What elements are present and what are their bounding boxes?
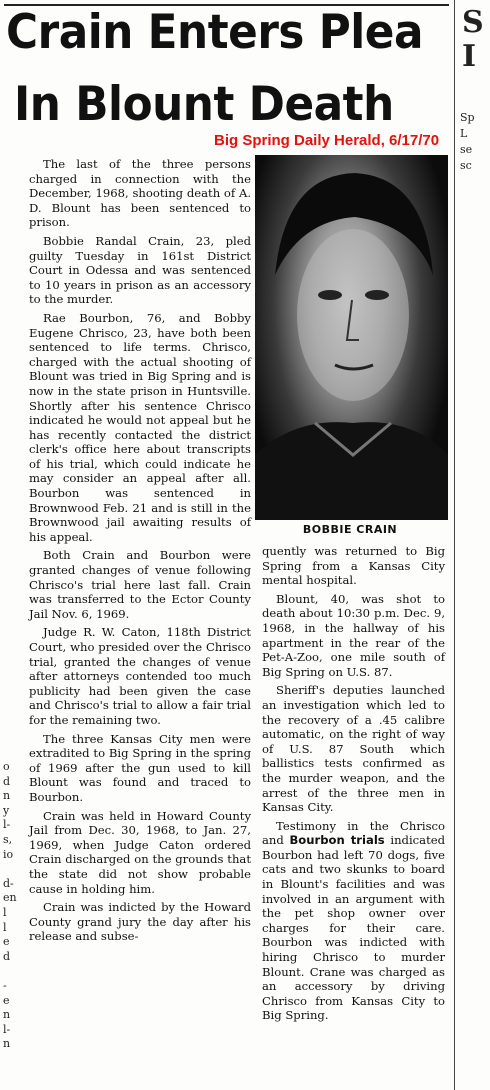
paragraph: Crain was held in Howard County Jail from Dec. 30, 1968, to Jan. 27, 1969, when Judge Caton ordered Crain discharged on the grounds that the state did not show probable cause in holding him. (29, 808, 251, 896)
portrait-photo-drawing (255, 155, 448, 520)
paragraph-lead: Testimony in the Chrisco and (262, 818, 445, 848)
article-column-2 (262, 544, 445, 1027)
fragment-text: Sp L se sc (460, 111, 475, 172)
paragraph (262, 819, 445, 1023)
portrait-photo (255, 155, 448, 520)
column-divider (454, 0, 455, 1090)
paragraph: Crain was indicted by the Howard County grand jury the day after his release and subse- (29, 900, 251, 944)
paragraph: Rae Bourbon, 76, and Bobby Eugene Chrisco, 23, have both been sentenced to life terms. Chrisco, charged with the actual shooting of Blount was tried in Big Spring and is now in the state prison in Huntsville. Shortly after his sentence Chrisco indicated he would not appeal but he has recently contacted the district clerk's office here about transcripts of his trial, which could indicate he may consider an appeal after all. Bourbon was sentenced in Brownwood Feb. 21 and is still in the Brownwood jail awaiting results of his appeal. (29, 310, 251, 544)
source-credit: Big Spring Daily Herald, 6/17/70 (214, 132, 440, 149)
adjacent-article-fragment-top (462, 6, 490, 74)
paragraph: Judge R. W. Caton, 118th District Court, who presided over the Chrisco trial, granted the changes of venue after attorneys contended too much publicity had been given the case and Chrisco's trial to allow a fair trial for the remaining two. (29, 625, 251, 727)
fragment-text: S I (462, 6, 484, 74)
article-column-1 (29, 157, 251, 948)
paragraph: Sheriff's deputies launched an investigation which led to the recovery of a .45 calibre automatic, on the right of way of U.S. 87 South which ballistics tests confirmed as the murder weapon, and the arrest of the three men in Kansas City. (262, 683, 445, 815)
paragraph: Bobbie Randal Crain, 23, pled guilty Tuesday in 161st District Court in Odessa and was sentenced to 10 years in prison as an accessory to the murder. (29, 233, 251, 307)
paragraph: Both Crain and Bourbon were granted changes of venue following Chrisco's trial here last fall. Crain was transferred to the Ector County Jail Nov. 6, 1969. (29, 548, 251, 621)
paragraph: Blount, 40, was shot to death about 10:30 p.m. Dec. 9, 1968, in the hallway of his apartment in the rear of the Pet-A-Zoo, one mile south of Big Spring on U.S. 87. (262, 591, 445, 679)
paragraph: The last of the three persons charged in connection with the December, 1968, shooting death of A. D. Blount has been sentenced to prison. (29, 157, 251, 230)
headline-line-2: In Blount Death (14, 77, 394, 132)
paragraph: The three Kansas City men were extradited to Big Spring in the spring of 1969 after the gun used to kill Blount was found and traced to Bourbon. (29, 731, 251, 804)
adjacent-article-fragment-small (460, 110, 490, 174)
paragraph: quently was returned to Big Spring from a Kansas City mental hospital. (262, 544, 445, 588)
photo-caption: BOBBIE CRAIN (302, 523, 398, 536)
paragraph-bold-run: Bourbon trials (289, 833, 385, 848)
adjacent-article-fragment-left (3, 760, 23, 1052)
headline-line-1: Crain Enters Plea (6, 5, 424, 60)
fragment-text: o d n y l- s, io d- en l l e d - e n l- n (3, 760, 17, 1051)
paragraph-rest: indicated Bourbon had left 70 dogs, five cats and two skunks to board in Blount's facilities and was involved in an argument with the pet shop owner over charges for their care. Bourbon was indicted with hiring Chrisco to murder Blount. Crane was charged as an accessory by driving Chrisco from Kansas City to Big Spring. (262, 833, 446, 1023)
